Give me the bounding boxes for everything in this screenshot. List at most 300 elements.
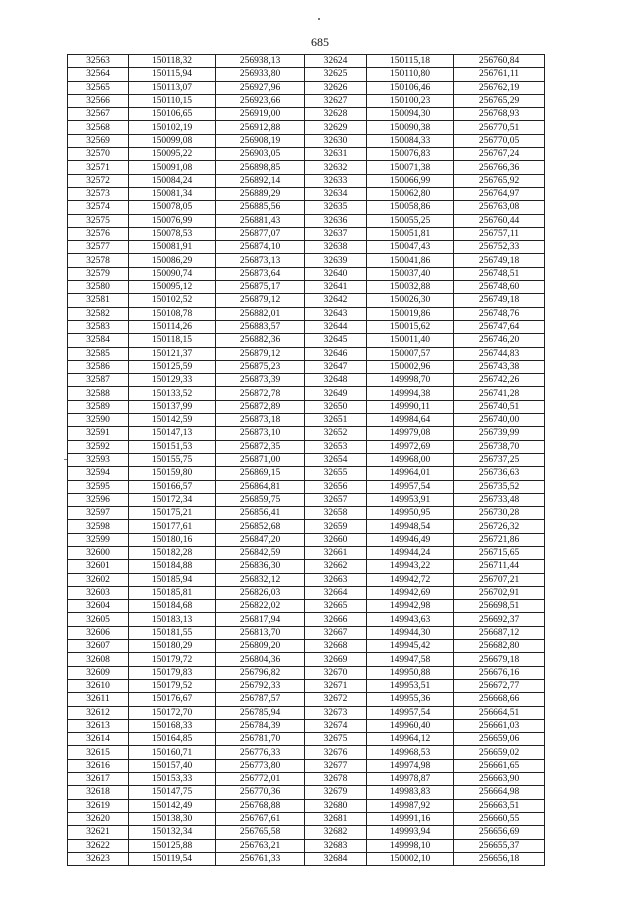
y-coordinate-cell: 256664,51 xyxy=(454,706,545,719)
point-number-cell: 32571 xyxy=(68,161,129,174)
y-coordinate-cell: 256813,70 xyxy=(216,626,305,639)
table-row xyxy=(68,746,545,759)
x-coordinate-cell: 149944,24 xyxy=(367,546,454,559)
point-number-cell: 32583 xyxy=(68,320,129,333)
table-row xyxy=(68,387,545,400)
x-coordinate-cell: 150106,65 xyxy=(129,108,216,121)
table-row xyxy=(68,799,545,812)
y-coordinate-cell: 256655,37 xyxy=(454,839,545,852)
table-row xyxy=(68,161,545,174)
point-number-cell: 32682 xyxy=(305,826,367,839)
y-coordinate-cell: 256923,66 xyxy=(216,94,305,107)
y-coordinate-cell: 256760,84 xyxy=(454,55,545,68)
x-coordinate-cell: 149960,40 xyxy=(367,719,454,732)
y-coordinate-cell: 256856,41 xyxy=(216,507,305,520)
y-coordinate-cell: 256742,26 xyxy=(454,374,545,387)
x-coordinate-cell: 150125,88 xyxy=(129,839,216,852)
point-number-cell: 32610 xyxy=(68,679,129,692)
coordinates-table xyxy=(67,54,545,866)
point-number-cell: 32633 xyxy=(305,174,367,187)
x-coordinate-cell: 149984,64 xyxy=(367,414,454,427)
point-number-cell: 32638 xyxy=(305,241,367,254)
y-coordinate-cell: 256749,18 xyxy=(454,294,545,307)
table-row xyxy=(68,520,545,533)
x-coordinate-cell: 150019,86 xyxy=(367,307,454,320)
y-coordinate-cell: 256889,29 xyxy=(216,187,305,200)
table-row xyxy=(68,560,545,573)
point-number-cell: 32617 xyxy=(68,773,129,786)
point-number-cell: 32597 xyxy=(68,507,129,520)
table-row xyxy=(68,241,545,254)
y-coordinate-cell: 256898,85 xyxy=(216,161,305,174)
y-coordinate-cell: 256749,18 xyxy=(454,254,545,267)
table-row xyxy=(68,812,545,825)
x-coordinate-cell: 149974,98 xyxy=(367,759,454,772)
table-row xyxy=(68,719,545,732)
table-row xyxy=(68,733,545,746)
y-coordinate-cell: 256735,52 xyxy=(454,480,545,493)
x-coordinate-cell: 149942,98 xyxy=(367,600,454,613)
point-number-cell: 32645 xyxy=(305,334,367,347)
y-coordinate-cell: 256804,36 xyxy=(216,653,305,666)
point-number-cell: 32669 xyxy=(305,653,367,666)
x-coordinate-cell: 150177,61 xyxy=(129,520,216,533)
point-number-cell: 32681 xyxy=(305,812,367,825)
point-number-cell: 32581 xyxy=(68,294,129,307)
x-coordinate-cell: 149953,91 xyxy=(367,493,454,506)
x-coordinate-cell: 149983,83 xyxy=(367,786,454,799)
point-number-cell: 32670 xyxy=(305,666,367,679)
y-coordinate-cell: 256663,90 xyxy=(454,773,545,786)
table-row xyxy=(68,281,545,294)
y-coordinate-cell: 256740,51 xyxy=(454,400,545,413)
y-coordinate-cell: 256859,75 xyxy=(216,493,305,506)
x-coordinate-cell: 150185,94 xyxy=(129,573,216,586)
y-coordinate-cell: 256852,68 xyxy=(216,520,305,533)
point-number-cell: 32565 xyxy=(68,81,129,94)
point-number-cell: 32618 xyxy=(68,786,129,799)
point-number-cell: 32596 xyxy=(68,493,129,506)
x-coordinate-cell: 150015,62 xyxy=(367,320,454,333)
x-coordinate-cell: 150002,10 xyxy=(367,852,454,865)
x-coordinate-cell: 150180,16 xyxy=(129,533,216,546)
point-number-cell: 32636 xyxy=(305,214,367,227)
point-number-cell: 32623 xyxy=(68,852,129,865)
y-coordinate-cell: 256881,43 xyxy=(216,214,305,227)
point-number-cell: 32644 xyxy=(305,320,367,333)
x-coordinate-cell: 150106,46 xyxy=(367,81,454,94)
y-coordinate-cell: 256663,51 xyxy=(454,799,545,812)
table-row xyxy=(68,666,545,679)
point-number-cell: 32642 xyxy=(305,294,367,307)
point-number-cell: 32594 xyxy=(68,467,129,480)
x-coordinate-cell: 150078,53 xyxy=(129,227,216,240)
point-number-cell: 32589 xyxy=(68,400,129,413)
point-number-cell: 32614 xyxy=(68,733,129,746)
point-number-cell: 32653 xyxy=(305,440,367,453)
point-number-cell: 32585 xyxy=(68,347,129,360)
x-coordinate-cell: 150026,30 xyxy=(367,294,454,307)
point-number-cell: 32595 xyxy=(68,480,129,493)
y-coordinate-cell: 256768,88 xyxy=(216,799,305,812)
table-row xyxy=(68,68,545,81)
x-coordinate-cell: 150147,13 xyxy=(129,427,216,440)
point-number-cell: 32572 xyxy=(68,174,129,187)
x-coordinate-cell: 149944,30 xyxy=(367,626,454,639)
scan-speck xyxy=(318,18,320,20)
point-number-cell: 32620 xyxy=(68,812,129,825)
x-coordinate-cell: 150172,70 xyxy=(129,706,216,719)
y-coordinate-cell: 256730,28 xyxy=(454,507,545,520)
y-coordinate-cell: 256872,35 xyxy=(216,440,305,453)
table-row xyxy=(68,600,545,613)
point-number-cell: 32613 xyxy=(68,719,129,732)
point-number-cell: 32680 xyxy=(305,799,367,812)
y-coordinate-cell: 256761,11 xyxy=(454,68,545,81)
y-coordinate-cell: 256892,14 xyxy=(216,174,305,187)
y-coordinate-cell: 256664,98 xyxy=(454,786,545,799)
x-coordinate-cell: 150147,75 xyxy=(129,786,216,799)
table-row xyxy=(68,586,545,599)
table-row xyxy=(68,201,545,214)
point-number-cell: 32652 xyxy=(305,427,367,440)
x-coordinate-cell: 150002,96 xyxy=(367,360,454,373)
x-coordinate-cell: 150181,55 xyxy=(129,626,216,639)
table-row xyxy=(68,227,545,240)
y-coordinate-cell: 256912,88 xyxy=(216,121,305,134)
x-coordinate-cell: 150091,08 xyxy=(129,161,216,174)
table-row xyxy=(68,533,545,546)
y-coordinate-cell: 256873,39 xyxy=(216,374,305,387)
x-coordinate-cell: 150032,88 xyxy=(367,281,454,294)
table-row xyxy=(68,214,545,227)
table-row xyxy=(68,94,545,107)
y-coordinate-cell: 256738,70 xyxy=(454,440,545,453)
point-number-cell: 32580 xyxy=(68,281,129,294)
table-row xyxy=(68,121,545,134)
x-coordinate-cell: 150100,23 xyxy=(367,94,454,107)
x-coordinate-cell: 150151,53 xyxy=(129,440,216,453)
x-coordinate-cell: 149945,42 xyxy=(367,640,454,653)
point-number-cell: 32591 xyxy=(68,427,129,440)
point-number-cell: 32606 xyxy=(68,626,129,639)
y-coordinate-cell: 256765,29 xyxy=(454,94,545,107)
y-coordinate-cell: 256796,82 xyxy=(216,666,305,679)
point-number-cell: 32647 xyxy=(305,360,367,373)
y-coordinate-cell: 256836,30 xyxy=(216,560,305,573)
point-number-cell: 32573 xyxy=(68,187,129,200)
point-number-cell: 32667 xyxy=(305,626,367,639)
x-coordinate-cell: 150086,29 xyxy=(129,254,216,267)
point-number-cell: 32619 xyxy=(68,799,129,812)
y-coordinate-cell: 256770,36 xyxy=(216,786,305,799)
y-coordinate-cell: 256792,33 xyxy=(216,679,305,692)
table-row xyxy=(68,507,545,520)
point-number-cell: 32608 xyxy=(68,653,129,666)
point-number-cell: 32637 xyxy=(305,227,367,240)
y-coordinate-cell: 256872,78 xyxy=(216,387,305,400)
y-coordinate-cell: 256715,65 xyxy=(454,546,545,559)
point-number-cell: 32598 xyxy=(68,520,129,533)
y-coordinate-cell: 256679,18 xyxy=(454,653,545,666)
y-coordinate-cell: 256659,02 xyxy=(454,746,545,759)
point-number-cell: 32629 xyxy=(305,121,367,134)
y-coordinate-cell: 256672,77 xyxy=(454,679,545,692)
y-coordinate-cell: 256741,28 xyxy=(454,387,545,400)
y-coordinate-cell: 256721,86 xyxy=(454,533,545,546)
y-coordinate-cell: 256882,01 xyxy=(216,307,305,320)
x-coordinate-cell: 149942,69 xyxy=(367,586,454,599)
y-coordinate-cell: 256766,36 xyxy=(454,161,545,174)
table-row xyxy=(68,440,545,453)
x-coordinate-cell: 150164,85 xyxy=(129,733,216,746)
x-coordinate-cell: 150071,38 xyxy=(367,161,454,174)
x-coordinate-cell: 150176,67 xyxy=(129,693,216,706)
y-coordinate-cell: 256873,64 xyxy=(216,267,305,280)
table-row xyxy=(68,360,545,373)
x-coordinate-cell: 149968,53 xyxy=(367,746,454,759)
point-number-cell: 32646 xyxy=(305,347,367,360)
point-number-cell: 32656 xyxy=(305,480,367,493)
point-number-cell: 32567 xyxy=(68,108,129,121)
point-number-cell: 32634 xyxy=(305,187,367,200)
table-row xyxy=(68,480,545,493)
y-coordinate-cell: 256767,61 xyxy=(216,812,305,825)
point-number-cell: 32628 xyxy=(305,108,367,121)
point-number-cell: 32615 xyxy=(68,746,129,759)
point-number-cell: 32592 xyxy=(68,440,129,453)
point-number-cell: 32603 xyxy=(68,586,129,599)
x-coordinate-cell: 149993,94 xyxy=(367,826,454,839)
x-coordinate-cell: 150184,88 xyxy=(129,560,216,573)
point-number-cell: 32627 xyxy=(305,94,367,107)
x-coordinate-cell: 150099,08 xyxy=(129,134,216,147)
point-number-cell: 32576 xyxy=(68,227,129,240)
table-row xyxy=(68,414,545,427)
x-coordinate-cell: 150175,21 xyxy=(129,507,216,520)
y-coordinate-cell: 256752,33 xyxy=(454,241,545,254)
x-coordinate-cell: 150153,33 xyxy=(129,773,216,786)
x-coordinate-cell: 150113,07 xyxy=(129,81,216,94)
point-number-cell: 32675 xyxy=(305,733,367,746)
x-coordinate-cell: 150102,52 xyxy=(129,294,216,307)
point-number-cell: 32662 xyxy=(305,560,367,573)
x-coordinate-cell: 149943,22 xyxy=(367,560,454,573)
x-coordinate-cell: 150115,94 xyxy=(129,68,216,81)
point-number-cell: 32588 xyxy=(68,387,129,400)
point-number-cell: 32657 xyxy=(305,493,367,506)
table-row xyxy=(68,546,545,559)
x-coordinate-cell: 149948,54 xyxy=(367,520,454,533)
point-number-cell: 32663 xyxy=(305,573,367,586)
y-coordinate-cell: 256873,10 xyxy=(216,427,305,440)
y-coordinate-cell: 256659,06 xyxy=(454,733,545,746)
table-row xyxy=(68,679,545,692)
y-coordinate-cell: 256770,05 xyxy=(454,134,545,147)
x-coordinate-cell: 150110,80 xyxy=(367,68,454,81)
point-number-cell: 32677 xyxy=(305,759,367,772)
y-coordinate-cell: 256768,93 xyxy=(454,108,545,121)
y-coordinate-cell: 256873,13 xyxy=(216,254,305,267)
point-number-cell: 32577 xyxy=(68,241,129,254)
table-row xyxy=(68,653,545,666)
coordinates-table-body xyxy=(68,55,545,866)
x-coordinate-cell: 149998,10 xyxy=(367,839,454,852)
x-coordinate-cell: 149955,36 xyxy=(367,693,454,706)
table-row xyxy=(68,693,545,706)
x-coordinate-cell: 150182,28 xyxy=(129,546,216,559)
x-coordinate-cell: 149942,72 xyxy=(367,573,454,586)
y-coordinate-cell: 256702,91 xyxy=(454,586,545,599)
x-coordinate-cell: 150129,33 xyxy=(129,374,216,387)
table-row xyxy=(68,307,545,320)
y-coordinate-cell: 256676,16 xyxy=(454,666,545,679)
y-coordinate-cell: 256733,48 xyxy=(454,493,545,506)
y-coordinate-cell: 256748,51 xyxy=(454,267,545,280)
x-coordinate-cell: 150081,91 xyxy=(129,241,216,254)
y-coordinate-cell: 256765,58 xyxy=(216,826,305,839)
table-row xyxy=(68,640,545,653)
table-row xyxy=(68,493,545,506)
table-row xyxy=(68,427,545,440)
x-coordinate-cell: 150090,74 xyxy=(129,267,216,280)
x-coordinate-cell: 150180,29 xyxy=(129,640,216,653)
y-coordinate-cell: 256933,80 xyxy=(216,68,305,81)
x-coordinate-cell: 149957,54 xyxy=(367,706,454,719)
point-number-cell: 32684 xyxy=(305,852,367,865)
x-coordinate-cell: 150133,52 xyxy=(129,387,216,400)
x-coordinate-cell: 150090,38 xyxy=(367,121,454,134)
x-coordinate-cell: 149964,12 xyxy=(367,733,454,746)
y-coordinate-cell: 256740,00 xyxy=(454,414,545,427)
x-coordinate-cell: 150185,81 xyxy=(129,586,216,599)
x-coordinate-cell: 150168,33 xyxy=(129,719,216,732)
point-number-cell: 32609 xyxy=(68,666,129,679)
y-coordinate-cell: 256927,96 xyxy=(216,81,305,94)
y-coordinate-cell: 256660,55 xyxy=(454,812,545,825)
y-coordinate-cell: 256726,32 xyxy=(454,520,545,533)
y-coordinate-cell: 256919,00 xyxy=(216,108,305,121)
point-number-cell: 32654 xyxy=(305,453,367,466)
x-coordinate-cell: 150137,99 xyxy=(129,400,216,413)
y-coordinate-cell: 256698,51 xyxy=(454,600,545,613)
y-coordinate-cell: 256874,10 xyxy=(216,241,305,254)
table-row xyxy=(68,187,545,200)
x-coordinate-cell: 150095,22 xyxy=(129,148,216,161)
point-number-cell: 32625 xyxy=(305,68,367,81)
table-row xyxy=(68,267,545,280)
point-number-cell: 32676 xyxy=(305,746,367,759)
y-coordinate-cell: 256875,23 xyxy=(216,360,305,373)
y-coordinate-cell: 256711,44 xyxy=(454,560,545,573)
x-coordinate-cell: 150047,43 xyxy=(367,241,454,254)
x-coordinate-cell: 149998,70 xyxy=(367,374,454,387)
y-coordinate-cell: 256879,12 xyxy=(216,347,305,360)
point-number-cell: 32651 xyxy=(305,414,367,427)
point-number-cell: 32648 xyxy=(305,374,367,387)
x-coordinate-cell: 150108,78 xyxy=(129,307,216,320)
point-number-cell: 32570 xyxy=(68,148,129,161)
point-number-cell: 32643 xyxy=(305,307,367,320)
y-coordinate-cell: 256773,80 xyxy=(216,759,305,772)
x-coordinate-cell: 150095,12 xyxy=(129,281,216,294)
y-coordinate-cell: 256787,57 xyxy=(216,693,305,706)
point-number-cell: 32631 xyxy=(305,148,367,161)
table-row xyxy=(68,613,545,626)
x-coordinate-cell: 150041,86 xyxy=(367,254,454,267)
point-number-cell: 32671 xyxy=(305,679,367,692)
y-coordinate-cell: 256938,13 xyxy=(216,55,305,68)
y-coordinate-cell: 256875,17 xyxy=(216,281,305,294)
point-number-cell: 32660 xyxy=(305,533,367,546)
x-coordinate-cell: 150076,83 xyxy=(367,148,454,161)
x-coordinate-cell: 150058,86 xyxy=(367,201,454,214)
point-number-cell: 32600 xyxy=(68,546,129,559)
x-coordinate-cell: 150157,40 xyxy=(129,759,216,772)
y-coordinate-cell: 256770,51 xyxy=(454,121,545,134)
y-coordinate-cell: 256739,99 xyxy=(454,427,545,440)
x-coordinate-cell: 150094,30 xyxy=(367,108,454,121)
x-coordinate-cell: 150084,24 xyxy=(129,174,216,187)
point-number-cell: 32616 xyxy=(68,759,129,772)
x-coordinate-cell: 150076,99 xyxy=(129,214,216,227)
x-coordinate-cell: 150084,33 xyxy=(367,134,454,147)
y-coordinate-cell: 256832,12 xyxy=(216,573,305,586)
point-number-cell: 32621 xyxy=(68,826,129,839)
x-coordinate-cell: 150138,30 xyxy=(129,812,216,825)
x-coordinate-cell: 149978,87 xyxy=(367,773,454,786)
y-coordinate-cell: 256826,03 xyxy=(216,586,305,599)
point-number-cell: 32635 xyxy=(305,201,367,214)
point-number-cell: 32683 xyxy=(305,839,367,852)
y-coordinate-cell: 256882,36 xyxy=(216,334,305,347)
point-number-cell: 32650 xyxy=(305,400,367,413)
y-coordinate-cell: 256763,08 xyxy=(454,201,545,214)
point-number-cell: 32611 xyxy=(68,693,129,706)
point-number-cell: 32673 xyxy=(305,706,367,719)
x-coordinate-cell: 150155,75 xyxy=(129,453,216,466)
x-coordinate-cell: 150166,57 xyxy=(129,480,216,493)
point-number-cell: 32584 xyxy=(68,334,129,347)
table-row xyxy=(68,826,545,839)
x-coordinate-cell: 150007,57 xyxy=(367,347,454,360)
point-number-cell: 32641 xyxy=(305,281,367,294)
y-coordinate-cell: 256869,15 xyxy=(216,467,305,480)
point-number-cell: 32679 xyxy=(305,786,367,799)
y-coordinate-cell: 256784,39 xyxy=(216,719,305,732)
table-row xyxy=(68,852,545,865)
table-row xyxy=(68,55,545,68)
x-coordinate-cell: 150078,05 xyxy=(129,201,216,214)
y-coordinate-cell: 256744,83 xyxy=(454,347,545,360)
point-number-cell: 32622 xyxy=(68,839,129,852)
table-row xyxy=(68,786,545,799)
y-coordinate-cell: 256772,01 xyxy=(216,773,305,786)
y-coordinate-cell: 256747,64 xyxy=(454,320,545,333)
x-coordinate-cell: 150179,72 xyxy=(129,653,216,666)
point-number-cell: 32672 xyxy=(305,693,367,706)
y-coordinate-cell: 256757,11 xyxy=(454,227,545,240)
point-number-cell: 32590 xyxy=(68,414,129,427)
y-coordinate-cell: 256687,12 xyxy=(454,626,545,639)
y-coordinate-cell: 256760,44 xyxy=(454,214,545,227)
point-number-cell: 32593 xyxy=(68,453,129,466)
point-number-cell: 32632 xyxy=(305,161,367,174)
x-coordinate-cell: 150110,15 xyxy=(129,94,216,107)
x-coordinate-cell: 149950,95 xyxy=(367,507,454,520)
x-coordinate-cell: 150118,15 xyxy=(129,334,216,347)
x-coordinate-cell: 150114,26 xyxy=(129,320,216,333)
